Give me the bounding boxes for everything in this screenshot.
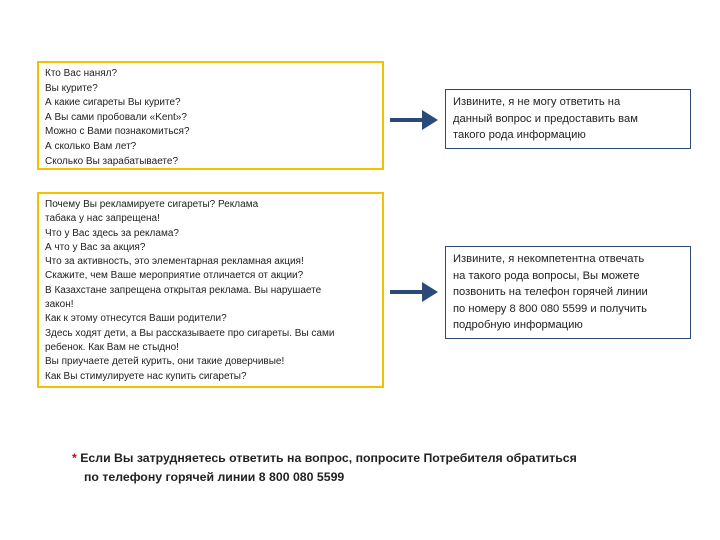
- footnote-text-1: Если Вы затрудняетесь ответить на вопрос, попросите Потребителя обратиться: [76, 451, 577, 465]
- question-line: Можно с Вами познакомиться?: [45, 126, 190, 138]
- answer-line: такого рода информацию: [453, 129, 586, 141]
- footnote-line-1: [72, 449, 577, 468]
- question-line: Что за активность, это элементарная рекламная акция!: [45, 256, 304, 268]
- question-line: табака у нас запрещена!: [45, 213, 160, 225]
- question-line: Что у Вас здесь за реклама?: [45, 227, 179, 239]
- questions-box-1: [37, 61, 384, 170]
- question-line: Скажите, чем Ваше мероприятие отличается от акции?: [45, 270, 304, 282]
- answer-line: данный вопрос и предоставить вам: [453, 112, 638, 125]
- answer-line: позвонить на телефон горячей линии: [453, 286, 648, 298]
- answer-line: на такого рода вопросы, Вы можете: [453, 269, 640, 282]
- question-line: Как Вы стимулируете нас купить сигареты?: [45, 370, 247, 382]
- answer-line: по номеру 8 800 080 5599 и получить: [453, 302, 647, 315]
- answer-line: подробную информацию: [453, 319, 583, 331]
- question-line: Сколько Вы зарабатываете?: [45, 155, 179, 167]
- arrow-right-icon-1: [388, 108, 440, 132]
- questions-box-2: [37, 192, 384, 388]
- question-line: А что у Вас за акция?: [45, 241, 146, 253]
- arrow-right-icon-2: [388, 280, 440, 304]
- answer-line: Извините, я не могу ответить на: [453, 96, 621, 108]
- question-line: Почему Вы рекламируете сигареты? Реклама: [45, 199, 259, 210]
- question-line: А какие сигареты Вы курите?: [45, 97, 181, 109]
- question-line: Вы приучаете детей курить, они такие доверчивые!: [45, 356, 285, 368]
- footnote-text-2: по телефону горячей линии 8 800 080 5599: [84, 470, 345, 484]
- asterisk-mark: *: [72, 451, 77, 465]
- answer-box-1: [445, 89, 691, 149]
- question-line: А сколько Вам лет?: [45, 140, 137, 152]
- footnote: [72, 449, 577, 487]
- question-line: закон!: [45, 299, 74, 311]
- question-line: Кто Вас нанял?: [45, 68, 118, 79]
- question-line: Вы курите?: [45, 82, 98, 94]
- question-line: А Вы сами пробовали «Kent»?: [45, 111, 187, 123]
- answer-box-2: [445, 246, 691, 339]
- question-line: В Казахстане запрещена открытая реклама. Вы нарушаете: [45, 284, 322, 296]
- question-line: Как к этому отнесутся Ваши родители?: [45, 313, 227, 325]
- question-line: Здесь ходят дети, а Вы рассказываете про сигареты. Вы сами: [45, 327, 335, 339]
- answer-line: Извините, я некомпетентна отвечать: [453, 253, 645, 265]
- question-line: ребенок. Как Вам не стыдно!: [45, 341, 179, 353]
